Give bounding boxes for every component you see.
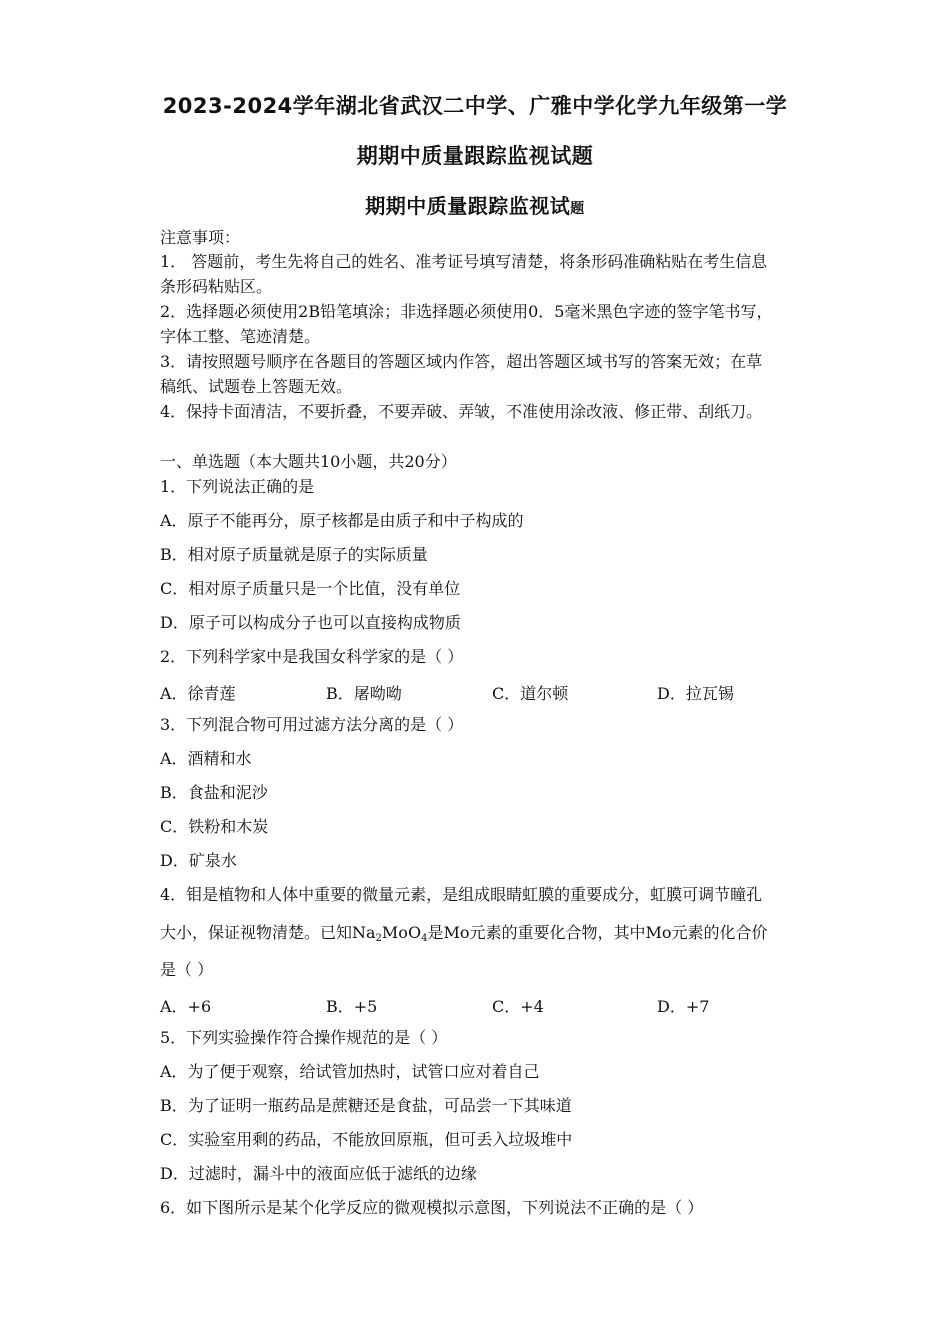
question-4-option-c: C．+4 xyxy=(492,997,544,1016)
question-3-stem: 3．下列混合物可用过滤方法分离的是（ ） xyxy=(160,715,464,734)
question-5-option-a: A．为了便于观察，给试管加热时，试管口应对着自己 xyxy=(160,1062,540,1081)
notice-item-2b: 字体工整、笔迹清楚。 xyxy=(160,327,321,346)
question-4-stem-line2-pre: 大小，保证视物清楚。已知Na xyxy=(160,923,376,942)
question-5-stem: 5．下列实验操作符合操作规范的是（ ） xyxy=(160,1028,448,1047)
question-6-stem: 6．如下图所示是某个化学反应的微观模拟示意图，下列说法不正确的是（ ） xyxy=(160,1198,704,1217)
question-4-stem-line2-post: 是Mo元素的重要化合物，其中Mo元素的化合价 xyxy=(427,923,768,942)
question-1-stem: 1．下列说法正确的是 xyxy=(160,477,315,496)
question-1-option-c: C．相对原子质量只是一个比值，没有单位 xyxy=(160,579,461,598)
question-2-option-b: B．屠呦呦 xyxy=(326,684,402,703)
notice-item-1a: 1． 答题前，考生先将自己的姓名、准考证号填写清楚，将条形码准确粘贴在考生信息 xyxy=(160,252,768,271)
notice-item-3a: 3．请按照题号顺序在各题目的答题区域内作答，超出答题区域书写的答案无效；在草 xyxy=(160,352,763,371)
question-3-option-d: D．矿泉水 xyxy=(160,851,237,870)
question-4-stem-line2 xyxy=(160,923,800,943)
question-4-option-b: B．+5 xyxy=(326,997,378,1016)
question-4-option-a: A．+6 xyxy=(160,997,212,1016)
question-4-stem-line3: 是（ ） xyxy=(160,960,214,979)
exam-title-line3-main: 期期中质量跟踪监视试 xyxy=(365,194,571,218)
notice-item-1b: 条形码粘贴区。 xyxy=(160,277,273,296)
question-4-option-d: D．+7 xyxy=(657,997,710,1016)
question-2-option-d: D．拉瓦锡 xyxy=(657,684,734,703)
question-2-stem: 2．下列科学家中是我国女科学家的是（ ） xyxy=(160,647,464,666)
notice-item-2a: 2．选择题必须使用2B铅笔填涂；非选择题必须使用0．5毫米黑色字迹的签字笔书写， xyxy=(160,302,773,321)
section-heading: 一、单选题（本大题共10小题，共20分） xyxy=(160,452,457,471)
notice-heading: 注意事项： xyxy=(160,228,241,247)
question-5-option-d: D．过滤时，漏斗中的液面应低于滤纸的边缘 xyxy=(160,1164,477,1183)
exam-title-line3 xyxy=(0,190,950,219)
question-1-option-a: A．原子不能再分，原子核都是由质子和中子构成的 xyxy=(160,511,524,530)
exam-title-line1: 2023-2024学年湖北省武汉二中学、广雅中学化学九年级第一学 xyxy=(162,94,788,118)
question-4-options xyxy=(160,994,800,1014)
exam-title-line3-small: 题 xyxy=(570,201,585,217)
question-4-stem-line1: 4．钼是植物和人体中重要的微量元素，是组成眼睛虹膜的重要成分，虹膜可调节瞳孔 xyxy=(160,885,763,904)
formula-subscript-2: 4 xyxy=(421,933,428,944)
question-1-option-d: D．原子可以构成分子也可以直接构成物质 xyxy=(160,613,461,632)
formula-mid: MoO xyxy=(381,923,422,942)
notice-item-4: 4．保持卡面清洁，不要折叠，不要弄破、弄皱，不准使用涂改液、修正带、刮纸刀。 xyxy=(160,402,763,421)
question-3-option-a: A．酒精和水 xyxy=(160,749,252,768)
question-2-option-c: C．道尔顿 xyxy=(492,684,569,703)
question-3-option-b: B．食盐和泥沙 xyxy=(160,783,268,802)
question-2-option-a: A．徐青莲 xyxy=(160,684,236,703)
formula-subscript-1: 2 xyxy=(375,933,382,944)
question-1-option-b: B．相对原子质量就是原子的实际质量 xyxy=(160,545,428,564)
exam-title-line2: 期期中质量跟踪监视试题 xyxy=(356,144,594,168)
question-5-option-c: C．实验室用剩的药品，不能放回原瓶，但可丢入垃圾堆中 xyxy=(160,1130,573,1149)
notice-item-3b: 稿纸、试题卷上答题无效。 xyxy=(160,377,353,396)
question-3-option-c: C．铁粉和木炭 xyxy=(160,817,269,836)
question-2-options xyxy=(160,681,800,701)
question-5-option-b: B．为了证明一瓶药品是蔗糖还是食盐，可品尝一下其味道 xyxy=(160,1096,572,1115)
